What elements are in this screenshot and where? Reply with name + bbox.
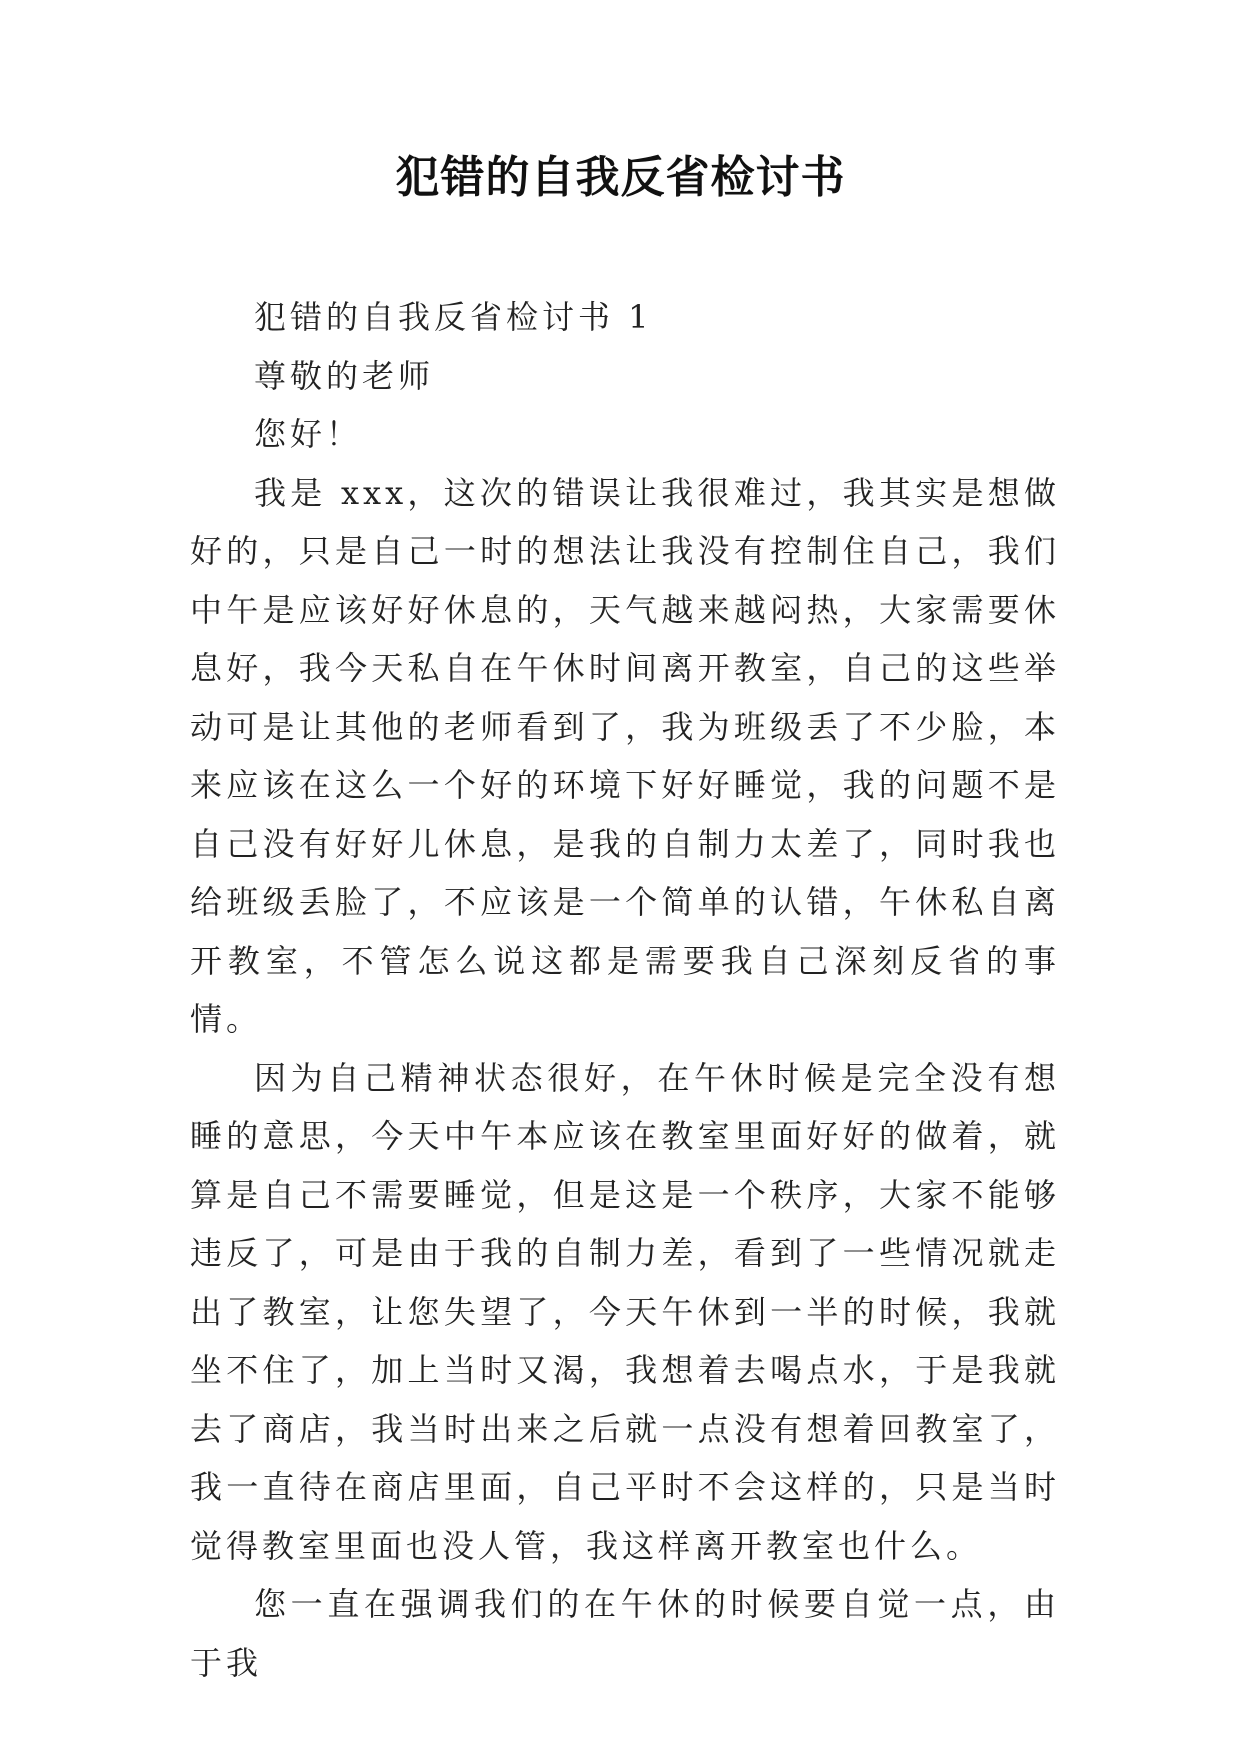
salutation: 尊敬的老师 — [254, 356, 435, 395]
document-title: 犯错的自我反省检讨书 — [395, 152, 846, 203]
document-body — [190, 288, 1060, 1692]
body-paragraph: 您一直在强调我们的在午休的时候要自觉一点，由于我 — [190, 1585, 1060, 1682]
greeting: 您好！ — [254, 415, 363, 453]
body-paragraph: 因为自己精神状态很好，在午休时候是完全没有想睡的意思，今天中午本应该在教室里面好好的做着，就算是自己不需要睡觉，但是这是一个秩序，大家不能够违反了，可是由于我的自制力差，看到了一些情况就走出了教室，让您失望了，今天午休到一半的时候，我就坐不住了，加上当时又渴，我想着去喝点水，于是我就去了商店，我当时出来之后就一点没有想着回教室了，我一直待在商店里面，自己平时不会这样的，只是当时觉得教室里面也没人管，我这样离开教室也什么。 — [190, 1058, 1060, 1565]
section-heading: 犯错的自我反省检讨书 1 — [254, 298, 653, 336]
body-paragraph: 我是 xxx，这次的错误让我很难过，我其实是想做好的，只是自己一时的想法让我没有控制住自己，我们中午是应该好好休息的，天气越来越闷热，大家需要休息好，我今天私自在午休时间离开教室，自己的这些举动可是让其他的老师看到了，我为班级丢了不少脸，本来应该在这么一个好的环境下好好睡觉，我的问题不是自己没有好好儿休息，是我的自制力太差了，同时我也给班级丢脸了，不应该是一个简单的认错，午休私自离开教室，不管怎么说这都是需要我自己深刻反省的事情。 — [190, 473, 1060, 1038]
